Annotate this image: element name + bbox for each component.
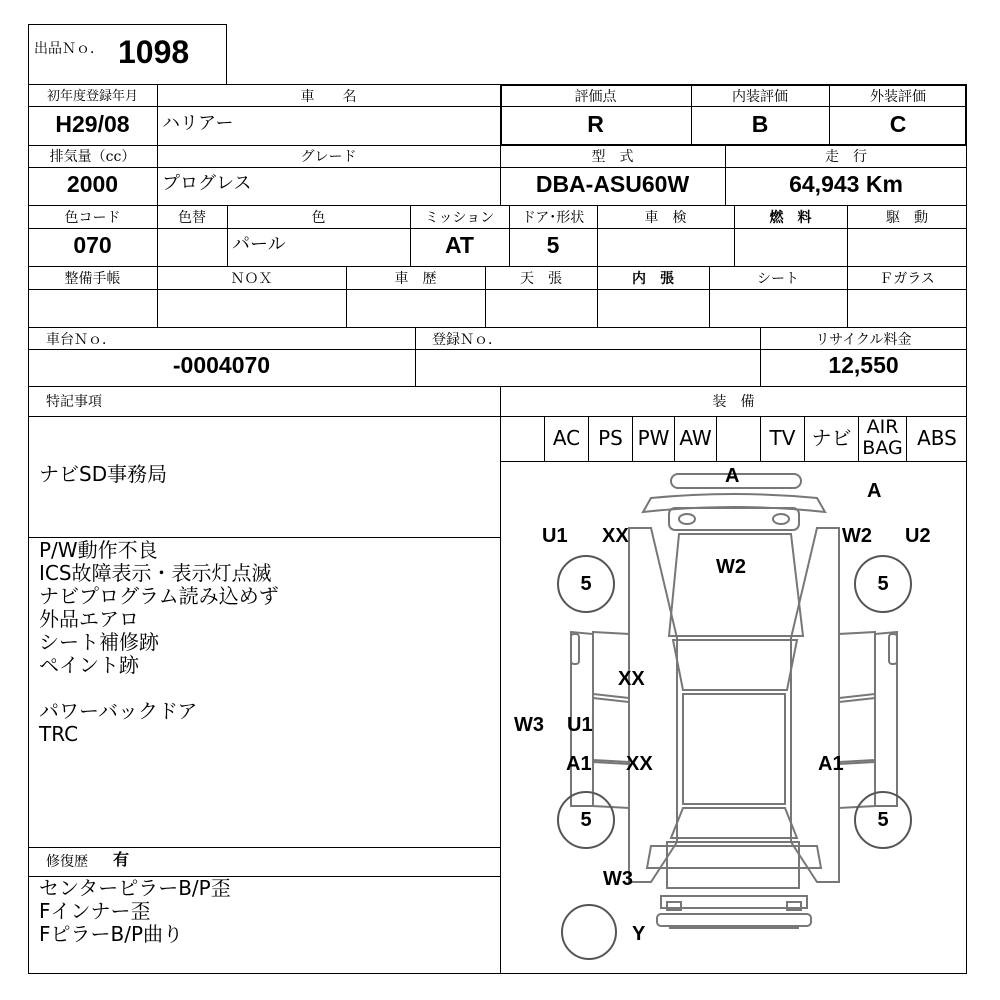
grille-shape [669, 508, 799, 530]
car-name-label: 車 名 [300, 89, 357, 105]
door-label: ドア･形状 [521, 210, 585, 226]
mark-a1-left: A1 [566, 753, 592, 775]
fglass-label: Ｆガラス [879, 271, 935, 287]
door-value: 5 [546, 232, 560, 258]
rule [28, 205, 967, 206]
mark-xx-mid: XX [618, 668, 645, 690]
rule [28, 266, 967, 267]
rule [28, 167, 967, 168]
rule [28, 228, 967, 229]
reg-label: 登録Ｎｏ． [432, 332, 502, 348]
left-body-shape [629, 528, 677, 882]
history-label: 車 歴 [394, 271, 437, 287]
right-front-door-shape [839, 632, 875, 698]
equip-navi: ナビ [811, 426, 852, 450]
chassis-label: 車台Ｎｏ． [46, 332, 116, 348]
fuel-label: 燃 料 [769, 210, 812, 226]
left-rear-door-shape [593, 698, 629, 762]
rule [28, 847, 500, 848]
score-value: R [587, 111, 604, 137]
interior-label: 内装評価 [732, 89, 788, 105]
nox-label: ＮＯＸ [230, 271, 273, 287]
mark-u1-left: U1 [567, 714, 593, 736]
mark-a1-right: A1 [818, 753, 844, 775]
notes-item: TRC [39, 722, 79, 746]
tailgate-shape [667, 842, 799, 888]
mark-w3-left: W3 [514, 714, 544, 736]
model-label: 型 式 [591, 149, 634, 165]
drive-label: 駆 動 [886, 210, 928, 226]
rule [28, 386, 967, 387]
interior-trim-label: 内 張 [632, 271, 674, 287]
rule [28, 416, 967, 417]
left-qtr-shape [593, 762, 629, 808]
mission-value: AT [445, 232, 474, 258]
notes-item: 外品エアロ [39, 607, 139, 631]
repair-item: Fインナー歪 [39, 899, 151, 923]
tire-rr-value: 5 [877, 809, 889, 831]
right-body-shape [791, 528, 839, 882]
repair-item: FピラーB/P曲り [39, 922, 184, 946]
equip-ac: AC [552, 426, 581, 450]
chassis-value: -0004070 [172, 352, 271, 378]
mark-xx-top: XX [602, 525, 629, 547]
equip-ps: PS [598, 426, 623, 450]
seat-label: シート [757, 271, 799, 287]
color-change-label: 色替 [178, 210, 206, 226]
notes-item: ペイント跡 [39, 653, 139, 677]
tire-rl-value: 5 [580, 809, 592, 831]
repair-label: 修復歴 [46, 854, 88, 870]
recycle-label: リサイクル料金 [815, 332, 912, 348]
notes-item: P/W動作不良 [39, 538, 158, 562]
rear-bumper-shape [657, 914, 811, 926]
rule [28, 289, 967, 290]
notes-item: ナビプログラム読み込めず [39, 584, 279, 608]
inspection-label: 車 検 [644, 210, 687, 226]
rear-window-shape [671, 808, 797, 838]
exterior-label: 外装評価 [870, 89, 926, 105]
lot-label: 出品Ｎｏ． [34, 41, 104, 57]
mark-u2: U2 [905, 525, 931, 547]
notes-line1: ナビSD事務局 [39, 462, 168, 486]
mission-label: ミッション [424, 210, 495, 226]
displacement-label: 排気量（cc） [49, 149, 136, 165]
notes-label: 特記事項 [46, 394, 102, 410]
maint-label: 整備手帳 [64, 271, 121, 287]
rule [716, 416, 717, 461]
repair-value: 有 [113, 850, 130, 869]
car-name-value: ハリアー [162, 113, 234, 134]
notes-item: ICS故障表示・表示灯点滅 [39, 561, 272, 585]
mark-w2-center: W2 [716, 556, 746, 578]
mark-w2-right: W2 [842, 525, 872, 547]
mark-front-a: A [725, 465, 740, 487]
foglamp-right-shape [773, 514, 789, 524]
mileage-value: 64,943 Km [789, 171, 903, 197]
displacement-value: 2000 [66, 171, 119, 197]
grade-label: グレード [300, 149, 357, 165]
color-label: 色 [311, 210, 326, 226]
foglamp-left-shape [679, 514, 695, 524]
repair-item: センターピラーB/P歪 [39, 876, 231, 900]
color-value: パール [232, 234, 286, 255]
lot-number: 1098 [118, 34, 190, 70]
equip-pw: PW [637, 426, 670, 450]
rule [28, 349, 967, 350]
score-label: 評価点 [574, 89, 617, 105]
exterior-value: C [889, 111, 907, 137]
first-reg-value: H29/08 [55, 111, 130, 137]
mark-y-rear: Y [632, 923, 646, 945]
mark-front-a2: A [867, 480, 882, 502]
tire-fl-value: 5 [580, 573, 592, 595]
mileage-label: 走 行 [825, 149, 867, 165]
model-value: DBA-ASU60W [535, 171, 690, 197]
grade-value: プログレス [162, 173, 252, 194]
notes-item: パワーバックドア [39, 699, 198, 723]
mirror-left-shape [571, 634, 579, 664]
equip-aw: AW [679, 426, 712, 450]
first-reg-label: 初年度登録年月 [46, 89, 138, 104]
equip-airbag: AIR BAG [862, 416, 903, 459]
rule [415, 327, 416, 386]
roof-shape [683, 694, 785, 804]
equip-tv: TV [769, 426, 796, 450]
tire-fr-value: 5 [877, 573, 889, 595]
mark-w3-rear: W3 [603, 868, 633, 890]
right-qtr-shape [839, 762, 875, 808]
mark-xx-low: XX [626, 753, 653, 775]
notes-item: シート補修跡 [39, 630, 159, 654]
color-code-label: 色コード [64, 210, 121, 226]
interior-value: B [751, 111, 769, 137]
rule [28, 327, 967, 328]
right-sill-shape [875, 632, 897, 806]
recycle-value: 12,550 [828, 352, 899, 378]
windshield-shape [673, 640, 797, 690]
mark-u1-top: U1 [542, 525, 568, 547]
right-rear-door-shape [839, 698, 875, 762]
spare-tire-circle [562, 905, 616, 959]
color-code-value: 070 [73, 232, 112, 258]
sunroof-label: 天 張 [520, 271, 562, 287]
rear-bumper-top-shape [661, 896, 807, 908]
equipment-label: 装 備 [712, 394, 755, 410]
equip-abs: ABS [917, 426, 957, 450]
hood-shape [669, 534, 803, 636]
mirror-right-shape [889, 634, 897, 664]
